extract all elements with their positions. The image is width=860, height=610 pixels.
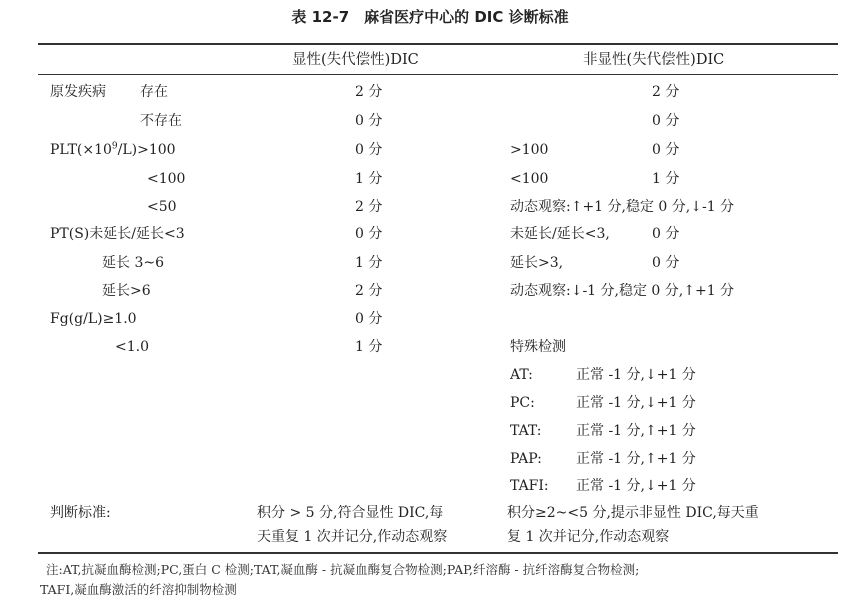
overt-score: 0 分 — [355, 311, 383, 327]
nonovert-dynamic-pt: 动态观察:↓-1 分,稳定 0 分,↑+1 分 — [510, 283, 735, 299]
criteria-nonovert-line2: 复 1 次并记分,作动态观察 — [507, 529, 670, 545]
special-test-rule: 正常 -1 分,↑+1 分 — [576, 451, 696, 467]
overt-score: 0 分 — [355, 142, 383, 158]
nonovert-pt-label: 未延长/延长<3, — [510, 226, 610, 242]
row-label-primary: 原发疾病 — [50, 84, 106, 100]
special-test-name: TAT: — [510, 423, 542, 439]
nonovert-score: 1 分 — [652, 171, 680, 187]
overt-score: 2 分 — [355, 199, 383, 215]
header-nonovert: 非显性(失代偿性)DIC — [583, 52, 725, 68]
row-label-absent: 不存在 — [140, 113, 182, 129]
row-label-plt-lt100: <100 — [147, 171, 186, 187]
special-test-rule: 正常 -1 分,↓+1 分 — [576, 367, 696, 383]
nonovert-score: 2 分 — [652, 84, 680, 100]
row-label-pt-3-6: 延长 3~6 — [102, 255, 164, 271]
special-test-rule: 正常 -1 分,↑+1 分 — [576, 423, 696, 439]
bottom-rule — [38, 552, 838, 554]
footnote-line2: TAFI,凝血酶激活的纤溶抑制物检测 — [40, 582, 237, 597]
row-label-pt-gt6: 延长>6 — [102, 283, 151, 299]
criteria-overt-line1: 积分 > 5 分,符合显性 DIC,每 — [257, 505, 444, 521]
row-label-criteria: 判断标准: — [50, 505, 111, 521]
footnote-line1: 注:AT,抗凝血酶检测;PC,蛋白 C 检测;TAT,凝血酶 - 抗凝血酶复合物检测;PAP,纤溶酶 - 抗纤溶酶复合物检测; — [46, 562, 640, 577]
special-test-name: PC: — [510, 395, 535, 411]
special-test-name: AT: — [510, 367, 533, 383]
overt-score: 1 分 — [355, 339, 383, 355]
nonovert-dynamic-plt: 动态观察:↑+1 分,稳定 0 分,↓-1 分 — [510, 199, 735, 215]
nonovert-plt-label: >100 — [510, 142, 549, 158]
overt-score: 0 分 — [355, 226, 383, 242]
row-label-plt-lt50: <50 — [147, 199, 177, 215]
nonovert-score: 0 分 — [652, 142, 680, 158]
overt-score: 1 分 — [355, 255, 383, 271]
row-label-fg-lt1: <1.0 — [115, 339, 149, 355]
row-label-pt: PT(S)未延长/延长<3 — [50, 226, 185, 242]
special-test-rule: 正常 -1 分,↓+1 分 — [576, 395, 696, 411]
header-rule — [38, 74, 838, 75]
header-overt: 显性(失代偿性)DIC — [292, 52, 419, 68]
nonovert-plt-label: <100 — [510, 171, 549, 187]
nonovert-pt-label: 延长>3, — [510, 255, 564, 271]
overt-score: 2 分 — [355, 283, 383, 299]
special-test-name: PAP: — [510, 451, 542, 467]
overt-score: 1 分 — [355, 171, 383, 187]
row-label-fg: Fg(g/L)≥1.0 — [50, 311, 137, 327]
special-tests-heading: 特殊检测 — [510, 339, 566, 355]
table-title: 表 12-7 麻省医疗中心的 DIC 诊断标准 — [291, 8, 569, 26]
overt-score: 0 分 — [355, 113, 383, 129]
criteria-overt-line2: 天重复 1 次并记分,作动态观察 — [257, 529, 448, 545]
special-test-name: TAFI: — [510, 478, 549, 494]
nonovert-score: 0 分 — [652, 226, 680, 242]
nonovert-score: 0 分 — [652, 255, 680, 271]
special-test-rule: 正常 -1 分,↓+1 分 — [576, 478, 696, 494]
nonovert-score: 0 分 — [652, 113, 680, 129]
top-rule — [38, 43, 838, 45]
criteria-nonovert-line1: 积分≥2~<5 分,提示非显性 DIC,每天重 — [507, 505, 759, 521]
row-label-plt: $PLT(\times 10^9/L)>100$ — [50, 141, 176, 158]
row-label-present: 存在 — [140, 84, 168, 100]
overt-score: 2 分 — [355, 84, 383, 100]
